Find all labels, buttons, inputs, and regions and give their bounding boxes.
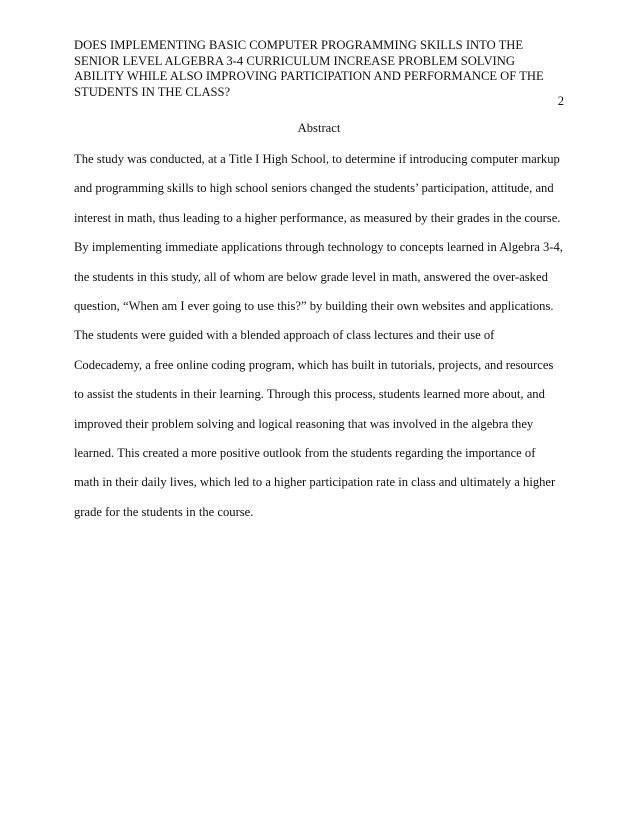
abstract-heading: Abstract [297, 121, 341, 135]
abstract-line: improved their problem solving and logical reasoning that was involved in the algebra they [74, 416, 534, 431]
abstract-line: question, “When am I ever going to use this?” by building their own websites and applications. [74, 298, 554, 313]
abstract-line: By implementing immediate applications through technology to concepts learned in Algebra 3-4, [74, 240, 563, 255]
running-head [74, 38, 564, 100]
abstract-line: grade for the students in the course. [74, 504, 254, 519]
abstract-line: interest in math, thus leading to a higher performance, as measured by their grades in the course. [74, 210, 561, 225]
running-head-line: SENIOR LEVEL ALGEBRA 3-4 CURRICULUM INCREASE PROBLEM SOLVING [74, 53, 515, 68]
abstract-body [74, 152, 566, 534]
abstract-line: The study was conducted, at a Title I High School, to determine if introducing computer markup [74, 152, 560, 166]
abstract-line: learned. This created a more positive outlook from the students regarding the importance of [74, 445, 536, 460]
running-head-line: DOES IMPLEMENTING BASIC COMPUTER PROGRAMMING SKILLS INTO THE [74, 38, 524, 52]
abstract-line: and programming skills to high school seniors changed the students’ participation, attitude, and [74, 181, 554, 196]
abstract-line: Codecademy, a free online coding program, which has built in tutorials, projects, and resources [74, 357, 554, 372]
running-head-line: STUDENTS IN THE CLASS? [74, 84, 231, 99]
abstract-line: the students in this study, all of whom are below grade level in math, answered the over-asked [74, 269, 548, 284]
abstract-line: The students were guided with a blended approach of class lectures and their use of [74, 328, 495, 343]
page-number: 2 [557, 94, 564, 108]
abstract-line: math in their daily lives, which led to a higher participation rate in class and ultimately a higher [74, 475, 556, 490]
abstract-line: to assist the students in their learning. Through this process, students learned more about, and [74, 387, 545, 402]
running-head-line: ABILITY WHILE ALSO IMPROVING PARTICIPATION AND PERFORMANCE OF THE [74, 69, 544, 83]
